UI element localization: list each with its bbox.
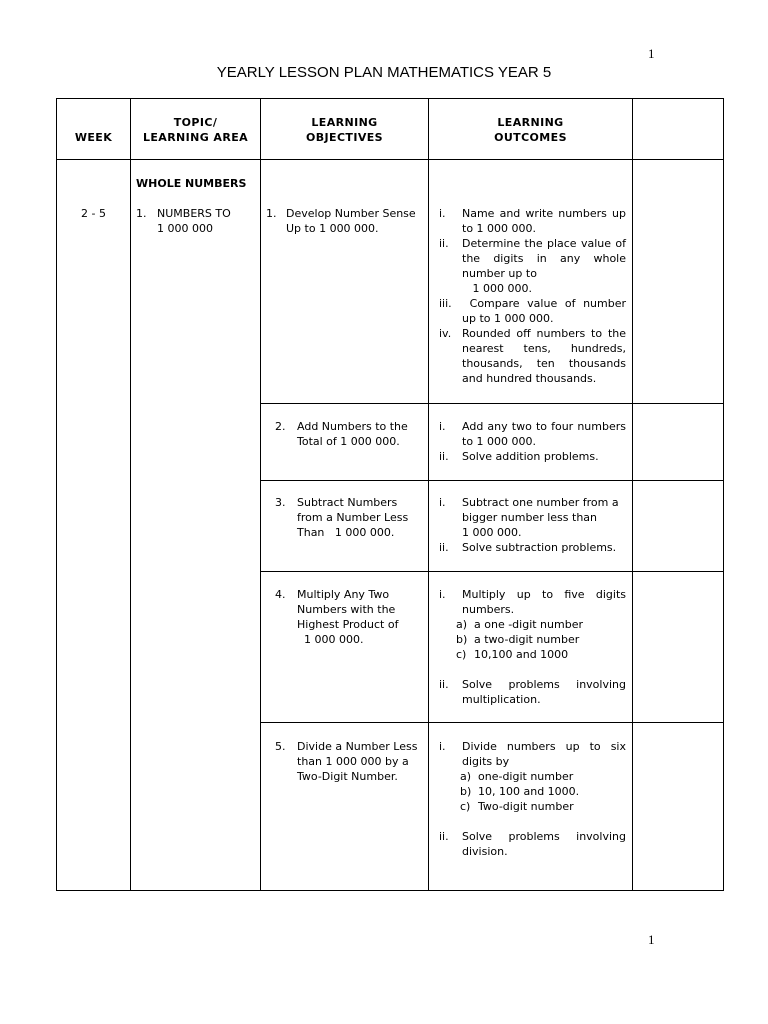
objective-5 — [275, 739, 427, 784]
outcome-item — [439, 296, 630, 326]
sub-item — [456, 647, 626, 662]
sub-marker: a) — [460, 770, 472, 783]
row-divider-4 — [260, 722, 724, 723]
outcome-item — [439, 449, 626, 464]
table-border-right — [723, 98, 724, 891]
sub-item — [460, 784, 626, 799]
page-title: YEARLY LESSON PLAN MATHEMATICS YEAR 5 — [216, 64, 552, 81]
outcome-text: Add any two to four numbers to 1 000 000. — [462, 420, 626, 448]
objective-line: Two-Digit Number. — [297, 770, 398, 783]
sub-marker: c) — [456, 648, 467, 661]
objective-line: than 1 000 000 by a — [297, 755, 409, 768]
outcome-marker: ii. — [439, 830, 449, 843]
outcome-marker: i. — [439, 207, 446, 220]
outcomes-1 — [439, 206, 630, 386]
header-divider — [56, 159, 724, 160]
outcome-marker: ii. — [439, 450, 449, 463]
outcome-item — [439, 525, 626, 540]
area-heading: WHOLE NUMBERS — [136, 177, 247, 190]
sub-marker: c) — [460, 800, 471, 813]
objective-line: Numbers with the — [297, 603, 396, 616]
outcome-item — [439, 206, 626, 236]
page-number-top: 1 — [648, 46, 655, 61]
sub-marker: a) — [456, 618, 468, 631]
outcome-item — [439, 829, 626, 859]
objective-number: 3. — [275, 496, 286, 509]
outcome-marker: i. — [439, 420, 446, 433]
table-border-bottom — [56, 890, 724, 891]
topic-number: 1. — [136, 207, 147, 220]
outcome-item — [439, 587, 626, 617]
header-objectives-line2: OBJECTIVES — [306, 131, 383, 144]
outcome-marker: ii. — [439, 541, 449, 554]
objective-number: 4. — [275, 588, 286, 601]
sub-text: one-digit number — [478, 770, 574, 783]
outcome-text: 1 000 000. — [462, 282, 532, 295]
outcome-item — [439, 419, 626, 449]
outcome-text: Multiply up to five digits numbers. — [462, 588, 626, 616]
objective-line: from a Number Less — [297, 511, 409, 524]
sub-text: 10, 100 and 1000. — [478, 785, 580, 798]
objective-line: Subtract Numbers — [297, 496, 398, 509]
sub-list — [439, 617, 626, 662]
outcome-text: Solve addition problems. — [462, 450, 599, 463]
col-divider-2 — [260, 98, 261, 891]
header-topic — [131, 115, 260, 145]
outcome-marker — [439, 525, 462, 540]
sub-marker: b) — [460, 785, 472, 798]
sub-list — [439, 769, 626, 814]
outcome-item — [439, 677, 626, 707]
outcome-item — [439, 540, 626, 555]
week-value: 2 - 5 — [81, 207, 106, 220]
outcome-text: Name and write numbers up to 1 000 000. — [462, 207, 626, 235]
objective-2 — [275, 419, 427, 449]
topic-item — [136, 206, 258, 236]
outcome-marker: i. — [439, 740, 446, 753]
outcome-marker: ii. — [439, 678, 449, 691]
row-divider-3 — [260, 571, 724, 572]
objective-line: Develop Number Sense — [286, 207, 416, 220]
objective-3 — [275, 495, 427, 540]
sub-text: 10,100 and 1000 — [474, 648, 569, 661]
outcome-text: Compare value of number up to 1 000 000. — [462, 297, 630, 325]
objective-line: Divide a Number Less — [297, 740, 418, 753]
objective-4 — [275, 587, 427, 647]
sub-item — [456, 617, 626, 632]
outcomes-3 — [439, 495, 626, 555]
sub-text: a two-digit number — [474, 633, 580, 646]
outcome-text: Subtract one number from a bigger number less than — [462, 496, 619, 524]
col-divider-4 — [632, 98, 633, 891]
header-objectives — [261, 115, 428, 145]
outcome-text: 1 000 000. — [462, 526, 522, 539]
table-border-top — [56, 98, 724, 99]
header-objectives-line1: LEARNING — [311, 116, 378, 129]
objective-line: Than 1 000 000. — [297, 526, 395, 539]
outcomes-5 — [439, 739, 626, 859]
outcome-marker — [439, 281, 462, 296]
col-divider-3 — [428, 98, 429, 891]
outcome-text: Solve problems involving multiplication. — [462, 678, 626, 706]
header-outcomes-line2: OUTCOMES — [494, 131, 567, 144]
row-divider-1 — [260, 403, 724, 404]
objective-number: 2. — [275, 420, 286, 433]
sub-marker: b) — [456, 633, 468, 646]
objective-line: Multiply Any Two — [297, 588, 390, 601]
row-divider-2 — [260, 480, 724, 481]
outcome-item — [439, 326, 626, 386]
outcome-marker: iv. — [439, 327, 452, 340]
header-topic-line1: TOPIC/ — [173, 116, 218, 129]
objective-line: Total of 1 000 000. — [297, 435, 400, 448]
objective-1 — [266, 206, 426, 236]
topic-line1: NUMBERS TO — [157, 207, 231, 220]
outcome-text: Determine the place value of the digits in any whole number up to — [462, 237, 626, 280]
objective-line: Up to 1 000 000. — [286, 222, 379, 235]
objective-line: 1 000 000. — [297, 633, 364, 646]
outcomes-2 — [439, 419, 626, 464]
sub-item — [460, 799, 626, 814]
outcome-item — [439, 281, 626, 296]
outcome-marker: ii. — [439, 237, 449, 250]
header-outcomes-line1: LEARNING — [497, 116, 564, 129]
page-number-bottom: 1 — [648, 932, 655, 947]
outcome-item — [439, 236, 626, 281]
objective-number: 5. — [275, 740, 286, 753]
col-divider-1 — [130, 98, 131, 891]
header-topic-line2: LEARNING AREA — [142, 131, 249, 144]
outcome-item — [439, 495, 626, 525]
objective-line: Add Numbers to the — [297, 420, 408, 433]
sub-item — [456, 632, 626, 647]
objective-line: Highest Product of — [297, 618, 399, 631]
outcome-marker: iii. — [439, 297, 452, 310]
sub-text: Two-digit number — [478, 800, 574, 813]
outcome-marker: i. — [439, 496, 446, 509]
objective-number: 1. — [266, 207, 277, 220]
outcomes-4 — [439, 587, 626, 707]
outcome-marker: i. — [439, 588, 446, 601]
outcome-item — [439, 739, 626, 769]
outcome-text: Rounded off numbers to the nearest tens, hundreds, thousands, ten thousands and hundred thousands. — [462, 327, 626, 385]
header-week: WEEK — [74, 131, 113, 144]
outcome-text: Divide numbers up to six digits by — [462, 740, 626, 768]
topic-line2: 1 000 000 — [157, 222, 213, 235]
sub-item — [460, 769, 626, 784]
outcome-text: Solve problems involving division. — [462, 830, 626, 858]
outcome-text: Solve subtraction problems. — [462, 541, 617, 554]
header-outcomes — [429, 115, 632, 145]
sub-text: a one -digit number — [474, 618, 583, 631]
